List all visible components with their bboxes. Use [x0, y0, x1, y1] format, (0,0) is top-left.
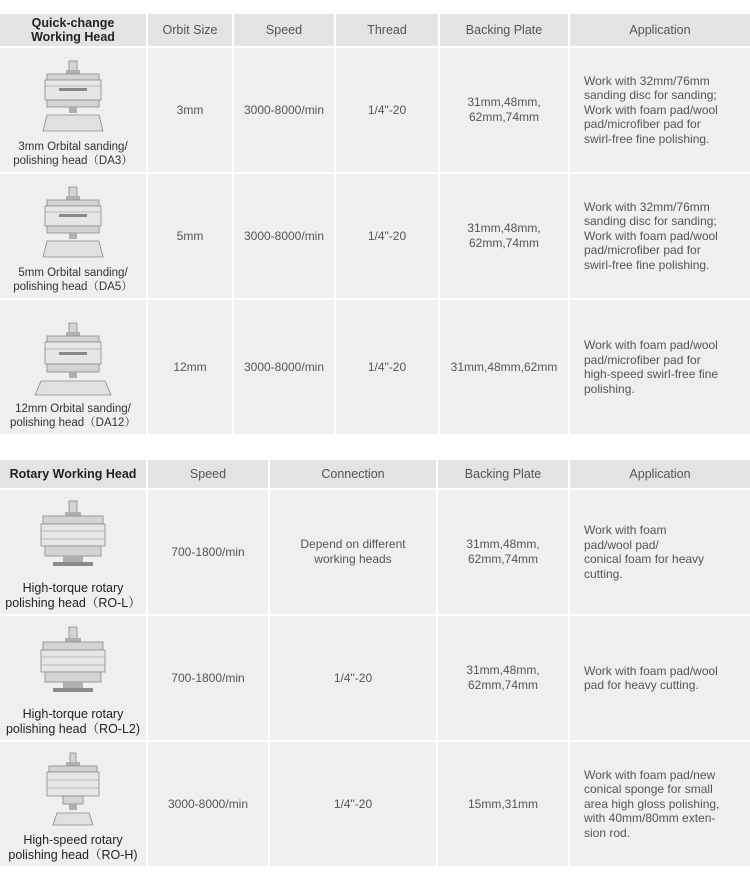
- speed-cell: [234, 300, 334, 434]
- header-label: Application: [629, 466, 691, 481]
- header-backing-plate: [440, 14, 568, 46]
- thread-cell: [336, 48, 438, 172]
- backing-value: 31mm,48mm, 62mm,74mm: [467, 95, 541, 124]
- connection-value: 1/4"-20: [333, 796, 373, 811]
- application-value: Work with foam pad/wool pad for heavy cutting.: [584, 663, 718, 692]
- header-thread: [336, 14, 438, 46]
- backing-cell: [438, 616, 568, 740]
- application-cell: [570, 490, 750, 614]
- header-label: Thread: [367, 22, 407, 37]
- speed-cell: [234, 48, 334, 172]
- application-value: Work with 32mm/76mm sanding disc for sanding; Work with foam pad/wool pad/microfiber pad for swirl-free fine polishing.: [584, 199, 718, 272]
- speed-value: 700-1800/min: [171, 544, 245, 559]
- thread-value: 1/4"-20: [367, 359, 407, 374]
- connection-value: 1/4"-20: [333, 670, 373, 685]
- header-label: Backing Plate: [465, 22, 543, 37]
- header-connection: [270, 460, 436, 488]
- application-cell: [570, 742, 750, 866]
- application-value: Work with foam pad/wool pad/microfiber pad for high-speed swirl-free fine polishing.: [584, 338, 719, 396]
- header-speed: [234, 14, 334, 46]
- application-value: Work with 32mm/76mm sanding disc for sanding; Work with foam pad/wool pad/microfiber pad for swirl-free fine polishing.: [584, 73, 718, 146]
- header-quick-change-working-head: [0, 14, 146, 46]
- header-label: Connection: [321, 466, 385, 481]
- backing-value: 31mm,48mm, 62mm,74mm: [467, 221, 541, 250]
- header-label: Speed: [265, 22, 303, 37]
- product-cell: [0, 490, 146, 614]
- product-name: 12mm Orbital sanding/ polishing head（DA12）: [10, 403, 136, 429]
- speed-value: 3000-8000/min: [243, 102, 325, 117]
- header-label: Rotary Working Head: [9, 467, 137, 481]
- speed-cell: [234, 174, 334, 298]
- backing-cell: [438, 742, 568, 866]
- header-speed: [148, 460, 268, 488]
- connection-cell: [270, 490, 436, 614]
- application-value: Work with foam pad/new conical sponge for small area high gloss polishing, with 40mm/80mm exten- sion rod.: [584, 767, 720, 840]
- product-cell: [0, 300, 146, 434]
- application-cell: [570, 300, 750, 434]
- speed-cell: [148, 490, 268, 614]
- orbit-value: 5mm: [176, 228, 204, 243]
- orbit-cell: [148, 174, 232, 298]
- header-backing-plate: [438, 460, 568, 488]
- application-cell: [570, 616, 750, 740]
- header-label: Backing Plate: [464, 466, 542, 481]
- rotary-head-ro-l-icon: [33, 499, 113, 581]
- application-cell: [570, 174, 750, 298]
- thread-cell: [336, 300, 438, 434]
- speed-cell: [148, 742, 268, 866]
- header-application: [570, 14, 750, 46]
- speed-cell: [148, 616, 268, 740]
- connection-cell: [270, 616, 436, 740]
- application-value: Work with foam pad/wool pad/ conical foam for heavy cutting.: [584, 523, 705, 581]
- orbital-head-da5-icon: [33, 185, 113, 267]
- header-label: Orbit Size: [162, 22, 218, 37]
- orbit-cell: [148, 48, 232, 172]
- backing-cell: [440, 174, 568, 298]
- speed-value: 700-1800/min: [171, 670, 245, 685]
- thread-cell: [336, 174, 438, 298]
- header-label: Application: [629, 22, 691, 37]
- backing-value: 31mm,48mm, 62mm,74mm: [466, 537, 540, 566]
- product-cell: [0, 742, 146, 866]
- backing-value: 31mm,48mm,62mm: [450, 359, 558, 374]
- connection-value: Depend on different working heads: [300, 537, 406, 566]
- header-label: Speed: [189, 466, 227, 481]
- connection-cell: [270, 742, 436, 866]
- product-cell: [0, 616, 146, 740]
- product-name: High-speed rotary polishing head（RO-H): [8, 833, 138, 862]
- rotary-head-ro-h-icon: [33, 751, 113, 833]
- orbital-head-da3-icon: [33, 59, 113, 141]
- product-cell: [0, 48, 146, 172]
- application-cell: [570, 48, 750, 172]
- backing-value: 15mm,31mm: [467, 796, 538, 811]
- backing-cell: [440, 48, 568, 172]
- product-name: High-torque rotary polishing head（RO-L2): [5, 707, 141, 736]
- backing-cell: [440, 300, 568, 434]
- orbit-value: 12mm: [173, 359, 207, 374]
- backing-value: 31mm,48mm, 62mm,74mm: [466, 663, 540, 692]
- orbit-value: 3mm: [176, 102, 204, 117]
- speed-value: 3000-8000/min: [243, 228, 325, 243]
- rotary-head-ro-l2-icon: [33, 625, 113, 707]
- header-application: [570, 460, 750, 488]
- speed-value: 3000-8000/min: [243, 359, 325, 374]
- orbital-head-da12-icon: [33, 321, 113, 403]
- product-name: High-torque rotary polishing head（RO-L）: [5, 581, 141, 610]
- thread-value: 1/4"-20: [367, 102, 407, 117]
- thread-value: 1/4"-20: [367, 228, 407, 243]
- product-cell: [0, 174, 146, 298]
- orbit-cell: [148, 300, 232, 434]
- header-label: Quick-change Working Head: [31, 16, 115, 44]
- header-orbit-size: [148, 14, 232, 46]
- header-rotary-working-head: [0, 460, 146, 488]
- product-name: 5mm Orbital sanding/ polishing head（DA5）: [13, 267, 133, 293]
- speed-value: 3000-8000/min: [167, 796, 249, 811]
- product-name: 3mm Orbital sanding/ polishing head（DA3）: [13, 141, 133, 167]
- backing-cell: [438, 490, 568, 614]
